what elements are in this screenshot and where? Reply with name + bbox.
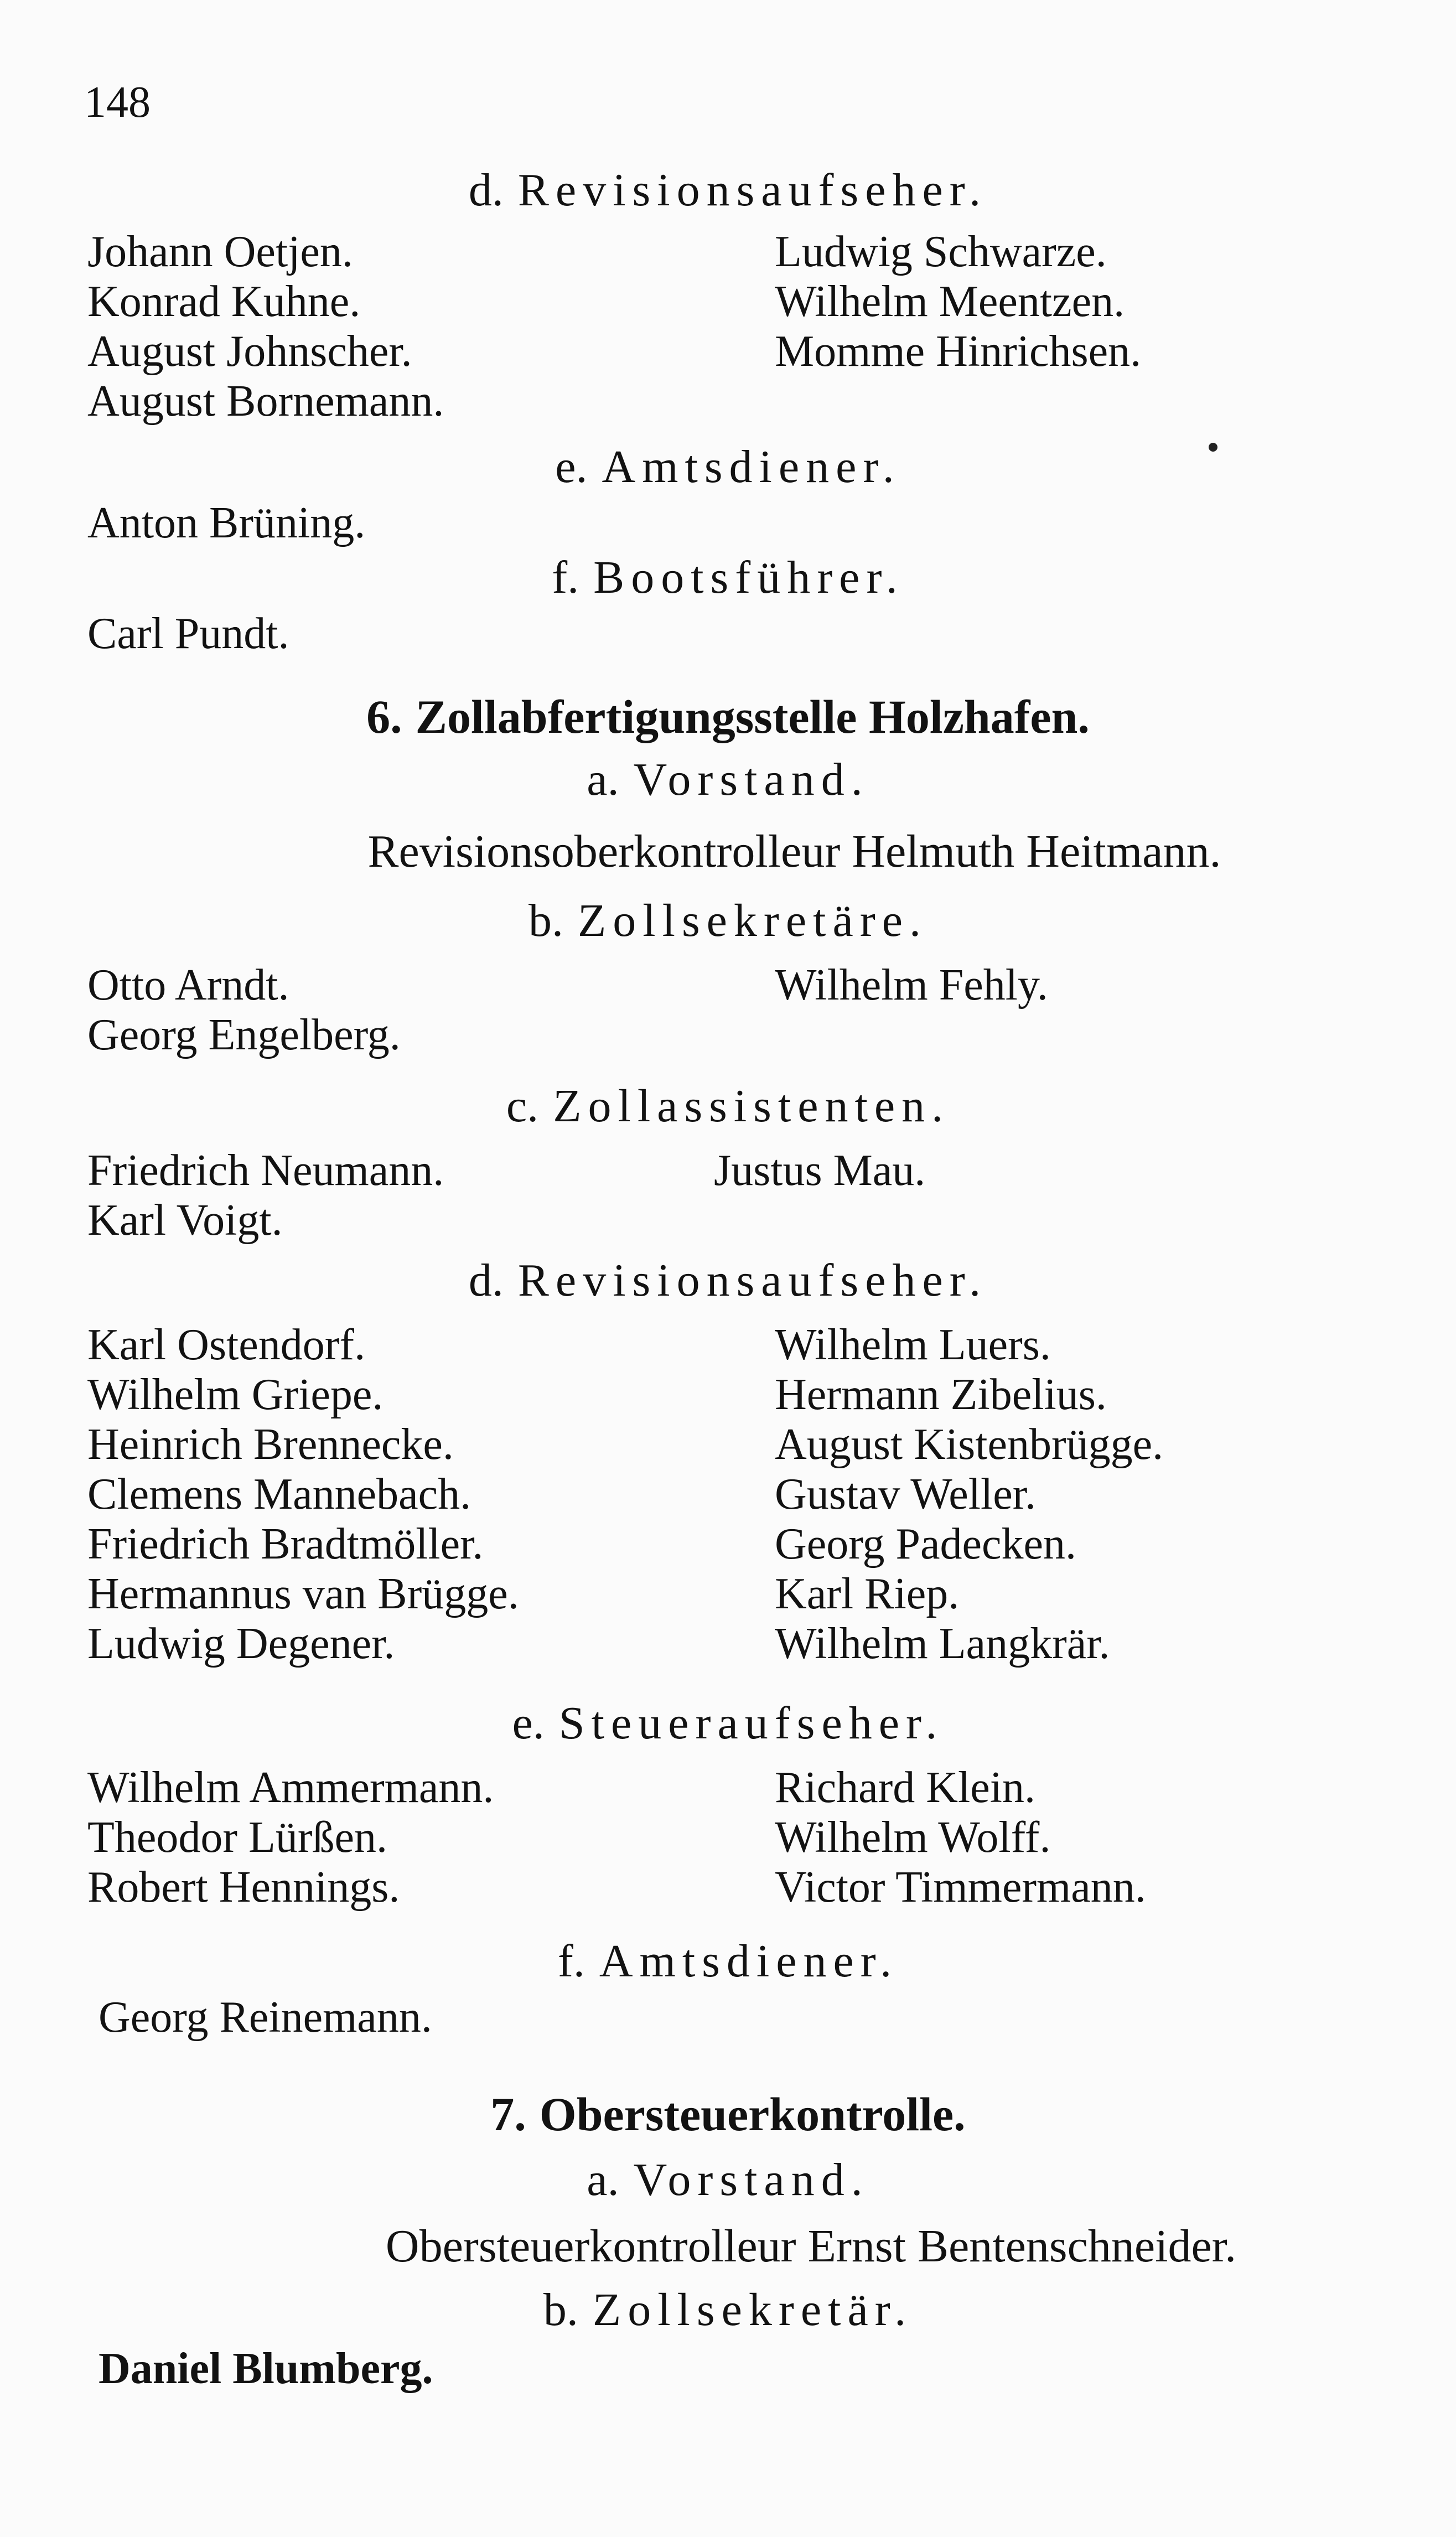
name-entry: Karl Voigt. (87, 1196, 283, 1245)
name-entry: Georg Padecken. (775, 1520, 1076, 1568)
name-entry: Johann Oetjen. (87, 227, 353, 276)
name-entry: Anton Brüning. (87, 499, 366, 547)
name-entry: Hermann Zibelius. (775, 1370, 1107, 1419)
name-entry: Friedrich Bradtmöller. (87, 1520, 484, 1568)
name-entry: Daniel Blumberg. (99, 2344, 433, 2393)
name-entry: Victor Timmermann. (775, 1863, 1146, 1912)
name-entry: Wilhelm Fehly. (775, 961, 1048, 1009)
heading-steueraufseher: e. Steueraufseher. (512, 1697, 944, 1749)
name-entry: Wilhelm Luers. (775, 1321, 1051, 1369)
name-entry: Momme Hinrichsen. (775, 327, 1142, 376)
heading-vorstand-6: a. Vorstand. (587, 754, 869, 805)
name-entry: Clemens Mannebach. (87, 1470, 471, 1519)
name-entry: Wilhelm Ammermann. (87, 1763, 494, 1812)
heading-amtsdiener-1: e. Amtsdiener. (555, 441, 901, 493)
name-entry: Ludwig Degener. (87, 1619, 395, 1668)
name-entry: Karl Riep. (775, 1570, 960, 1618)
name-entry: Friedrich Neumann. (87, 1146, 444, 1195)
name-entry: August Kistenbrügge. (775, 1420, 1164, 1469)
vorstand-entry-7: Obersteuerkontrolleur Ernst Bentenschneider. (385, 2220, 1237, 2272)
heading-zollassistenten: c. Zollassistenten. (506, 1080, 950, 1132)
name-entry: Georg Reinemann. (99, 1993, 432, 2042)
name-entry: Karl Ostendorf. (87, 1321, 366, 1369)
name-entry: Wilhelm Wolff. (775, 1813, 1051, 1862)
heading-revisionsaufseher-1: d. Revisionsaufseher. (468, 164, 988, 216)
heading-vorstand-7: a. Vorstand. (587, 2154, 869, 2205)
name-entry: August Bornemann. (87, 377, 444, 426)
name-entry: Ludwig Schwarze. (775, 227, 1107, 276)
section-7-heading: 7. Obersteuerkontrolle. (490, 2088, 966, 2141)
name-entry: Wilhelm Griepe. (87, 1370, 384, 1419)
name-entry: Konrad Kuhne. (87, 277, 361, 326)
name-entry: Theodor Lürßen. (87, 1813, 388, 1862)
heading-zollsekretaere: b. Zollsekretäre. (528, 895, 928, 946)
name-entry: Hermannus van Brügge. (87, 1570, 519, 1618)
name-entry: Heinrich Brennecke. (87, 1420, 454, 1469)
heading-amtsdiener-2: f. Amtsdiener. (557, 1935, 899, 1987)
name-entry: August Johnscher. (87, 327, 412, 376)
name-entry: Richard Klein. (775, 1763, 1035, 1812)
name-entry: Wilhelm Langkrär. (775, 1619, 1110, 1668)
name-entry: Gustav Weller. (775, 1470, 1036, 1519)
name-entry: Justus Mau. (714, 1146, 926, 1195)
section-6-heading: 6. Zollabfertigungsstelle Holzhafen. (366, 690, 1090, 743)
name-entry: Georg Engelberg. (87, 1011, 401, 1059)
heading-bootsfuehrer: f. Bootsführer. (552, 552, 904, 603)
name-entry: Robert Hennings. (87, 1863, 400, 1912)
name-entry: Otto Arndt. (87, 961, 289, 1009)
name-entry: Wilhelm Meentzen. (775, 277, 1125, 326)
heading-zollsekretaer: b. Zollsekretär. (543, 2284, 913, 2336)
heading-revisionsaufseher-2: d. Revisionsaufseher. (468, 1255, 988, 1306)
name-entry: Carl Pundt. (87, 609, 289, 658)
ink-speck (1209, 443, 1217, 452)
vorstand-entry-6: Revisionsoberkontrolleur Helmuth Heitmann. (367, 826, 1221, 877)
page-number: 148 (84, 78, 151, 127)
